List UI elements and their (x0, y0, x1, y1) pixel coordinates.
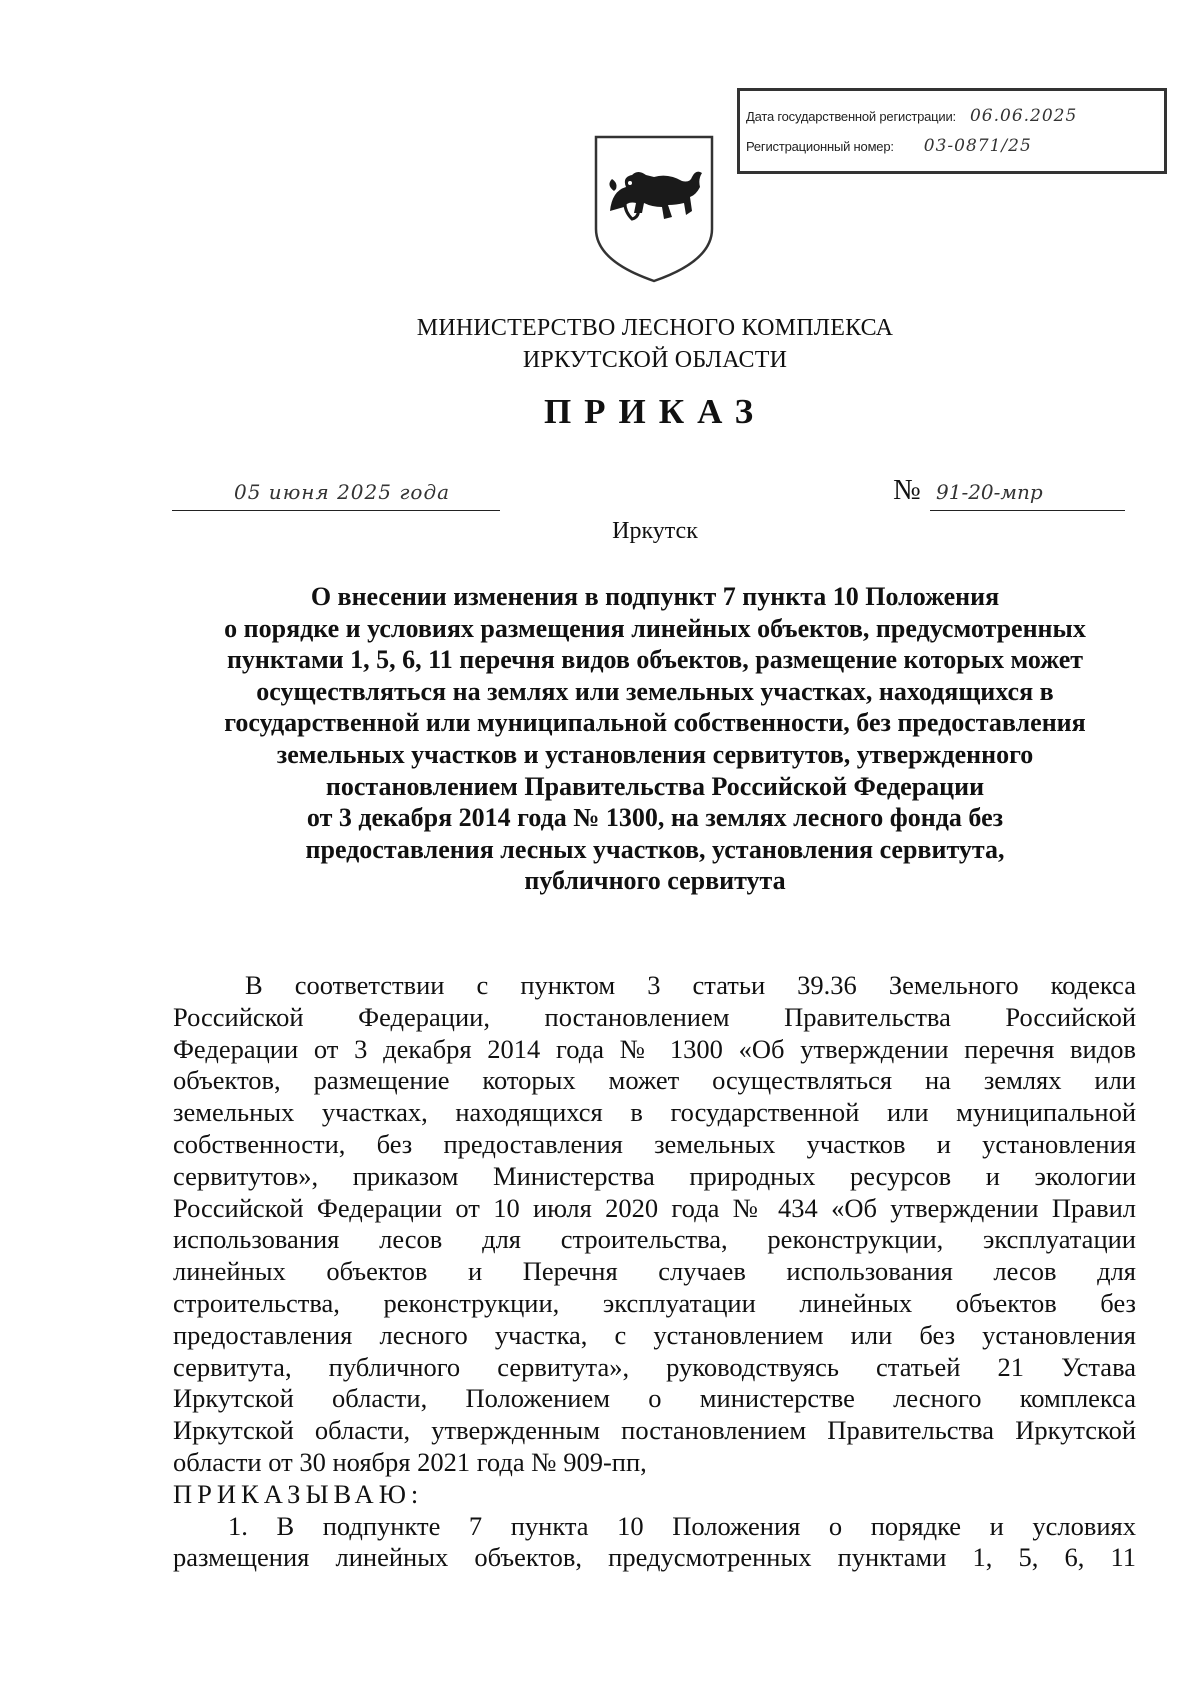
title-line: земельных участков и установления сервитутов, утвержденного (276, 739, 1034, 769)
preamble-line: земельных участках, находящихся в государственной или муниципальной (173, 1097, 1136, 1128)
ministry-name-line1: МИНИСТЕРСТВО ЛЕСНОГО КОМПЛЕКСА (416, 315, 894, 341)
title-line: предоставления лесных участков, установления сервитута, (305, 834, 1005, 864)
title-line: о порядке и условиях размещения линейных объектов, предусмотренных (224, 613, 1086, 643)
order-number-sign: № (893, 474, 921, 506)
preamble-line: Иркутской области, утвержденным постановлением Правительства Иркутской (173, 1415, 1136, 1446)
order-date-field (172, 480, 500, 511)
preamble-line: области от 30 ноября 2021 года № 909-пп, (173, 1446, 647, 1477)
document-type: ПРИКАЗ (543, 392, 767, 431)
coat-of-arms-icon (592, 133, 716, 285)
preamble-line: Российской Федерации, постановлением Правительства Российской (173, 1001, 1136, 1032)
title-line: О внесении изменения в подпункт 7 пункта 10 Положения (310, 582, 1000, 611)
city: Иркутск (612, 518, 698, 544)
preamble-line: В соответствии с пунктом 3 статьи 39.36 Земельного кодекса (245, 970, 1136, 1000)
title-line: осуществляться на землях или земельных участках, находящихся в (256, 676, 1054, 706)
document-title (160, 581, 1150, 897)
registration-date-row (746, 101, 1164, 131)
title-line: публичного сервитута (524, 866, 786, 896)
preamble-line: объектов, размещение которых может осуществляться на землях или (173, 1065, 1136, 1096)
registration-number-value: 03-0871/25 (923, 136, 1032, 156)
ministry-name-line2: ИРКУТСКОЙ ОБЛАСТИ (522, 347, 788, 373)
preamble-line: Иркутской области, Положением о министерстве лесного комплекса (173, 1383, 1136, 1414)
order-number-handwritten: 91-20-мпр (936, 480, 1043, 504)
title-line: от 3 декабря 2014 года № 1300, на землях лесного фонда без (306, 803, 1004, 833)
preamble-line: предоставления лесного участка, с установлением или без установления (173, 1319, 1136, 1350)
preamble-line: Российской Федерации от 10 июля 2020 года № 434 «Об утверждении Правил (173, 1192, 1136, 1223)
document-body (173, 970, 1136, 1574)
registration-date-label: Дата государственной регистрации: (746, 108, 956, 124)
title-line: постановлением Правительства Российской Федерации (325, 771, 985, 801)
order-word: ПРИКАЗЫВАЮ: (173, 1478, 424, 1509)
preamble-line: собственности, без предоставления земельных участков и установления (173, 1128, 1136, 1159)
item-1-line: 1. В подпункте 7 пункта 10 Положения о порядке и условиях (228, 1510, 1136, 1541)
preamble-line: использования лесов для строительства, реконструкции, эксплуатации (173, 1224, 1136, 1255)
preamble-line: Федерации от 3 декабря 2014 года № 1300 «Об утверждении перечня видов (173, 1033, 1136, 1064)
registration-number-label: Регистрационный номер: (746, 138, 894, 154)
title-line: пунктами 1, 5, 6, 11 перечня видов объектов, размещение которых может (226, 645, 1084, 675)
preamble-line: сервитутов», приказом Министерства природных ресурсов и экологии (173, 1160, 1136, 1191)
order-number-field (930, 480, 1125, 511)
item-1-line: размещения линейных объектов, предусмотренных пунктами 1, 5, 6, 11 (173, 1542, 1136, 1573)
preamble-line: линейных объектов и Перечня случаев использования лесов для (173, 1256, 1136, 1287)
preamble-line: сервитута, публичного сервитута», руководствуясь статьей 21 Устава (173, 1351, 1136, 1382)
order-date-handwritten: 05 июня 2025 года (234, 480, 451, 504)
registration-date-value: 06.06.2025 (969, 106, 1078, 126)
title-line: государственной или муниципальной собственности, без предоставления (224, 708, 1086, 738)
preamble-line: строительства, реконструкции, эксплуатации линейных объектов без (173, 1287, 1136, 1318)
registration-stamp (737, 88, 1167, 174)
registration-number-row (746, 131, 1164, 161)
